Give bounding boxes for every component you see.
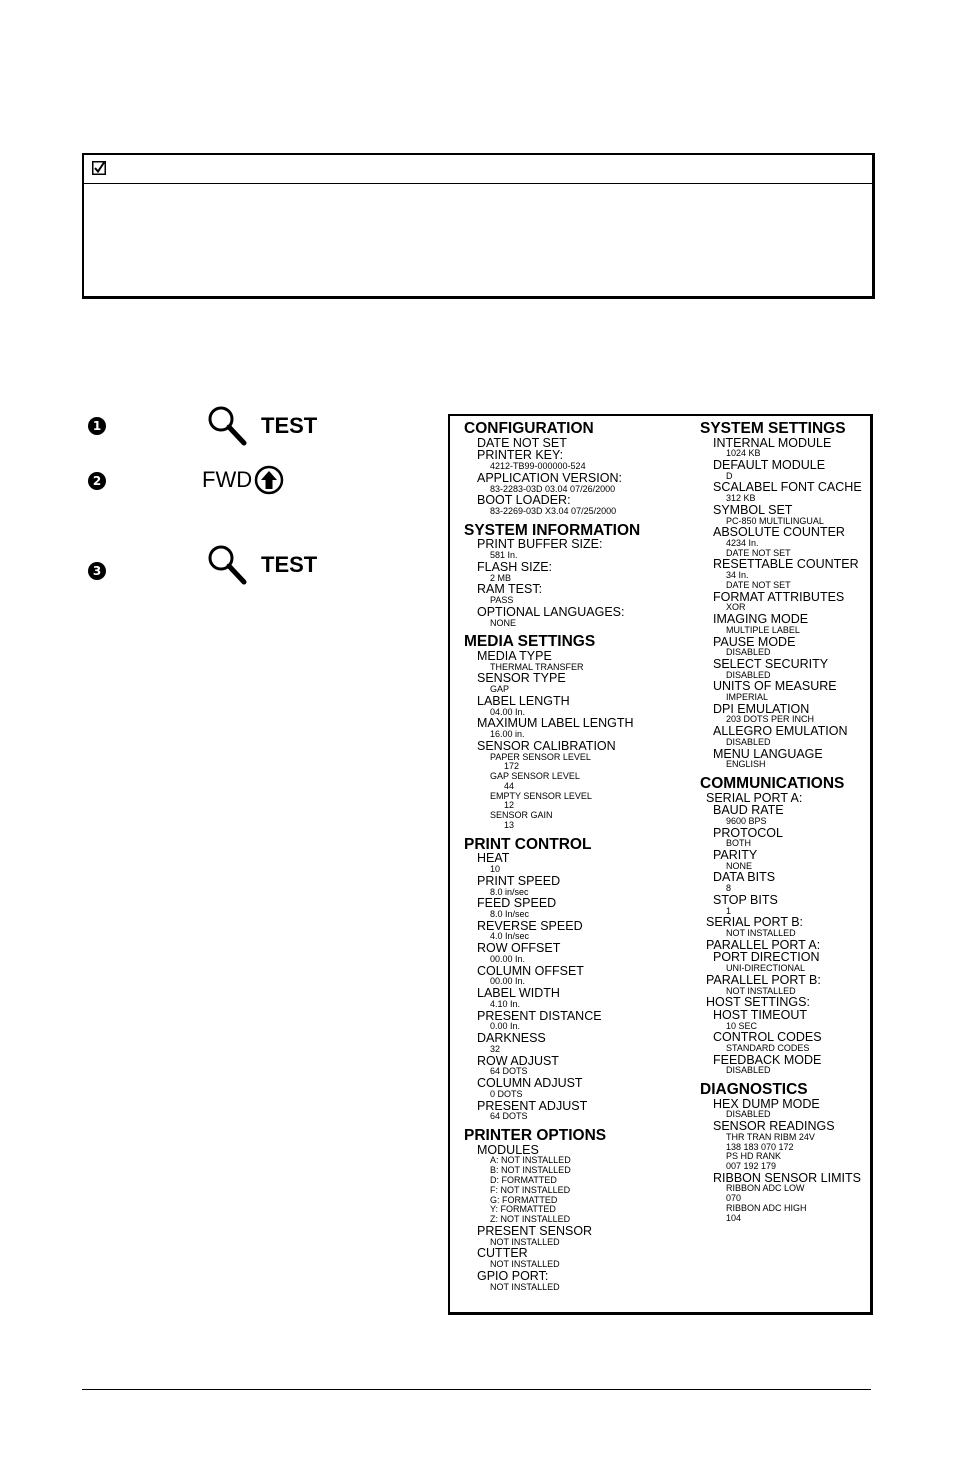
configuration-printout — [448, 414, 873, 1315]
setting-value: 10 — [490, 864, 501, 874]
setting-value: A: NOT INSTALLED — [490, 1155, 571, 1166]
setting-value: 4234 In. — [726, 537, 759, 548]
setting-value: 8 — [726, 883, 732, 894]
setting-label: FEEDBACK MODE — [713, 1052, 822, 1067]
setting-value: D: FORMATTED — [490, 1175, 557, 1186]
fwd-key — [202, 465, 284, 495]
setting-label: IMAGING MODE — [713, 612, 809, 627]
setting-value: 83-2269-03D X3.04 07/25/2000 — [490, 506, 617, 517]
setting-value: ENGLISH — [726, 759, 766, 770]
setting-label: RIBBON SENSOR LIMITS — [713, 1170, 861, 1185]
checkbox-checked-icon — [92, 161, 106, 175]
setting-label: INTERNAL MODULE — [713, 435, 832, 450]
setting-value: 13 — [504, 820, 515, 830]
setting-label: COLUMN ADJUST — [477, 1076, 583, 1091]
setting-label: DATA BITS — [713, 870, 776, 885]
setting-value: RIBBON ADC LOW — [726, 1183, 805, 1194]
setting-label: CONTROL CODES — [713, 1030, 822, 1045]
setting-value: 1 — [726, 905, 732, 916]
setting-value: DISABLED — [726, 1109, 771, 1120]
section-heading: CONFIGURATION — [464, 420, 594, 437]
setting-value: PAPER SENSOR LEVEL — [490, 751, 591, 762]
setting-value: NOT INSTALLED — [490, 1281, 560, 1292]
setting-value: Y: FORMATTED — [490, 1204, 556, 1215]
section-heading: SYSTEM SETTINGS — [700, 420, 846, 437]
setting-value: 10 SEC — [726, 1020, 758, 1031]
setting-label: ROW OFFSET — [477, 941, 561, 956]
setting-value: 44 — [504, 780, 515, 791]
setting-label: MAXIMUM LABEL LENGTH — [477, 716, 634, 731]
setting-label: REVERSE SPEED — [477, 918, 583, 933]
setting-value: 172 — [504, 761, 520, 772]
setting-value: DISABLED — [726, 669, 771, 680]
setting-value: 12 — [504, 800, 515, 811]
setting-value: DATE NOT SET — [726, 579, 791, 590]
section-heading: PRINTER OPTIONS — [464, 1127, 607, 1145]
setting-label: PORT DIRECTION — [713, 950, 820, 965]
setting-value: DISABLED — [726, 1065, 771, 1076]
test-key-1 — [207, 405, 317, 447]
section-heading: SYSTEM INFORMATION — [464, 521, 641, 539]
magnifier-icon — [207, 544, 247, 586]
step-number-3: 3 — [88, 562, 106, 580]
setting-label: PRESENT ADJUST — [477, 1098, 588, 1113]
setting-value: XOR — [726, 602, 746, 613]
setting-value: 070 — [726, 1193, 742, 1204]
setting-value: 4.10 In. — [490, 998, 521, 1009]
setting-label: SERIAL PORT B: — [706, 915, 804, 930]
setting-value: MULTIPLE LABEL — [726, 624, 800, 635]
section-heading: COMMUNICATIONS — [700, 774, 845, 792]
setting-label: PARALLEL PORT B: — [706, 972, 821, 987]
setting-label: UNITS OF MEASURE — [713, 679, 837, 694]
setting-value: NONE — [490, 617, 517, 628]
setting-value: GAP — [490, 684, 510, 695]
setting-label: ROW ADJUST — [477, 1053, 559, 1068]
setting-value: NOT INSTALLED — [490, 1236, 560, 1247]
setting-label: FLASH SIZE: — [477, 559, 553, 574]
setting-value: 64 DOTS — [490, 1066, 528, 1077]
setting-value: PC-850 MULTILINGUAL — [726, 515, 824, 526]
test-label: TEST — [261, 413, 318, 438]
setting-label: OPTIONAL LANGUAGES: — [477, 604, 625, 619]
setting-label: COLUMN OFFSET — [477, 963, 584, 978]
setting-value: THERMAL TRANSFER — [490, 661, 584, 672]
setting-value: 64 DOTS — [490, 1111, 528, 1122]
setting-value: GAP SENSOR LEVEL — [490, 771, 580, 782]
setting-value: STANDARD CODES — [726, 1043, 810, 1054]
setting-label: SCALABEL FONT CACHE — [713, 480, 862, 495]
setting-value: 2 MB — [490, 572, 512, 583]
setting-label: SELECT SECURITY — [713, 656, 829, 671]
setting-value: G: FORMATTED — [490, 1194, 558, 1205]
setting-label: LABEL LENGTH — [477, 693, 570, 708]
setting-label: MEDIA TYPE — [477, 648, 552, 663]
setting-label: HEX DUMP MODE — [713, 1096, 820, 1111]
setting-value: DISABLED — [726, 647, 771, 658]
setting-value: 0 DOTS — [490, 1088, 523, 1099]
setting-value: 9600 BPS — [726, 815, 767, 826]
setting-label: STOP BITS — [713, 892, 778, 907]
fwd-label: FWD — [202, 467, 253, 492]
setting-label: PRINT BUFFER SIZE: — [477, 537, 603, 552]
setting-value: Z: NOT INSTALLED — [490, 1214, 571, 1225]
setting-label: RESETTABLE COUNTER — [713, 557, 859, 572]
setting-value: DISABLED — [726, 736, 771, 747]
setting-value: IMPERIAL — [726, 692, 769, 703]
setting-label: RAM TEST: — [477, 582, 543, 597]
setting-label: HOST SETTINGS: — [706, 995, 810, 1010]
setting-value: 104 — [726, 1212, 742, 1223]
setting-label: LABEL WIDTH — [477, 986, 560, 1001]
setting-label: PARITY — [713, 848, 758, 863]
setting-label: MENU LANGUAGE — [713, 746, 823, 761]
setting-label: DATE NOT SET — [477, 435, 567, 450]
setting-label: PARALLEL PORT A: — [706, 937, 821, 952]
setting-label: SENSOR TYPE — [477, 671, 566, 686]
setting-label: DEFAULT MODULE — [713, 458, 826, 473]
setting-label: ALLEGRO EMULATION — [713, 724, 848, 739]
setting-label: APPLICATION VERSION: — [477, 470, 622, 485]
setting-value: 138 183 070 172 — [726, 1141, 794, 1152]
setting-value: RIBBON ADC HIGH — [726, 1202, 807, 1213]
setting-label: PRESENT SENSOR — [477, 1223, 593, 1238]
magnifier-icon — [207, 405, 247, 447]
setting-value: EMPTY SENSOR LEVEL — [490, 790, 592, 801]
setting-label: HOST TIMEOUT — [713, 1007, 807, 1022]
setting-value: 00.00 In. — [490, 976, 526, 987]
setting-value: 0.00 In. — [490, 1021, 521, 1032]
section-heading: DIAGNOSTICS — [700, 1081, 808, 1099]
setting-label: PRINTER KEY: — [477, 448, 564, 463]
setting-label: SENSOR READINGS — [713, 1119, 835, 1134]
section-heading: MEDIA SETTINGS — [464, 633, 596, 651]
up-arrow-circle-icon — [254, 465, 284, 495]
setting-label: HEAT — [477, 851, 510, 866]
test-label: TEST — [261, 552, 318, 577]
setting-label: DARKNESS — [477, 1031, 546, 1046]
setting-value: 83-2283-03D 03.04 07/26/2000 — [490, 483, 616, 494]
setting-value: F: NOT INSTALLED — [490, 1184, 571, 1195]
setting-value: 4.0 In/sec — [490, 931, 530, 942]
setting-value: D — [726, 470, 733, 481]
setting-value: NOT INSTALLED — [726, 927, 796, 938]
setting-value: 16.00 in. — [490, 729, 525, 740]
setting-label: SENSOR CALIBRATION — [477, 738, 616, 753]
setting-value: UNI-DIRECTIONAL — [726, 963, 806, 974]
section-heading: PRINT CONTROL — [464, 835, 592, 853]
setting-label: BOOT LOADER: — [477, 493, 571, 508]
setting-value: DATE NOT SET — [726, 547, 791, 558]
test-key-3 — [207, 544, 317, 586]
setting-value: 32 — [490, 1043, 501, 1054]
setting-value: SENSOR GAIN — [490, 810, 553, 821]
setting-label: GPIO PORT: — [477, 1268, 549, 1283]
setting-value: NOT INSTALLED — [726, 985, 796, 996]
setting-value: 8.0 in/sec — [490, 886, 529, 897]
step-number-1: 1 — [88, 417, 106, 435]
setting-label: SYMBOL SET — [713, 502, 793, 517]
setting-value: NOT INSTALLED — [490, 1259, 560, 1270]
setting-value: 1024 KB — [726, 448, 761, 459]
setting-value: 04.00 In. — [490, 706, 526, 717]
step-number-2: 2 — [88, 472, 106, 490]
note-box — [82, 153, 875, 299]
setting-value: 312 KB — [726, 493, 756, 504]
footer-rule — [82, 1389, 871, 1390]
setting-label: SERIAL PORT A: — [706, 790, 803, 805]
setting-value: 007 192 179 — [726, 1161, 777, 1171]
setting-value: NONE — [726, 860, 753, 871]
note-header — [84, 155, 872, 184]
setting-label: MODULES — [477, 1142, 539, 1157]
setting-value: B: NOT INSTALLED — [490, 1165, 571, 1176]
setting-label: ABSOLUTE COUNTER — [713, 525, 845, 540]
setting-label: PRESENT DISTANCE — [477, 1008, 602, 1023]
setting-value: PS HD RANK — [726, 1151, 782, 1162]
setting-label: DPI EMULATION — [713, 701, 810, 716]
setting-value: 8.0 In/sec — [490, 909, 530, 919]
setting-label: PROTOCOL — [713, 825, 783, 840]
setting-value: 34 In. — [726, 570, 749, 581]
setting-value: BOTH — [726, 838, 752, 849]
setting-value: 581 In. — [490, 550, 518, 561]
setting-value: 203 DOTS PER INCH — [726, 714, 815, 725]
setting-label: BAUD RATE — [713, 803, 784, 818]
setting-value: PASS — [490, 595, 514, 606]
setting-value: 4212-TB99-000000-524 — [490, 461, 586, 472]
setting-label: PAUSE MODE — [713, 634, 796, 649]
setting-label: CUTTER — [477, 1246, 528, 1261]
setting-label: FORMAT ATTRIBUTES — [713, 589, 845, 604]
setting-label: PRINT SPEED — [477, 873, 561, 888]
setting-value: 00.00 In. — [490, 953, 526, 964]
setting-label: FEED SPEED — [477, 896, 557, 911]
setting-value: THR TRAN RIBM 24V — [726, 1131, 815, 1142]
